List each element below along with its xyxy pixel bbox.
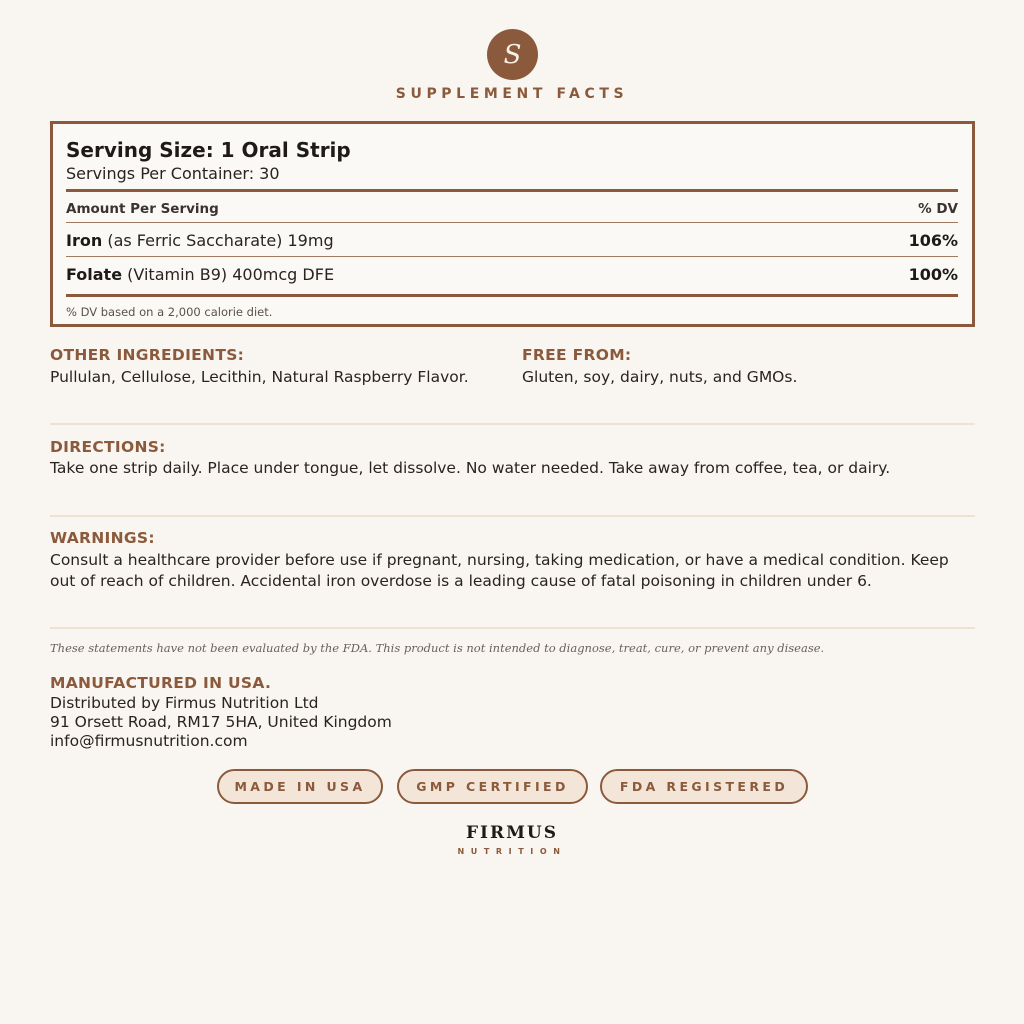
nutrient-name: Iron: [66, 231, 103, 250]
nutrient-dv: 106%: [908, 231, 958, 250]
free-from-title: FREE FROM:: [522, 346, 632, 364]
directions-body: Take one strip daily. Place under tongue, let dissolve. No water needed. Take away from coffee, tea, or dairy.: [50, 459, 891, 477]
dv-footnote: % DV based on a 2,000 calorie diet.: [66, 305, 273, 319]
other-ingredients-title: OTHER INGREDIENTS:: [50, 346, 245, 364]
facts-divider: [66, 294, 958, 297]
facts-divider: [66, 222, 958, 223]
warnings-body: Consult a healthcare provider before use if pregnant, nursing, taking medication, or have a medical condition. Keep out of reach of children. Accidental iron overdose is a leading cause of fatal poisoning in children under 6.: [50, 551, 949, 590]
badge-made-in-usa: MADE IN USA: [217, 769, 383, 804]
serving-size: Serving Size: 1 Oral Strip: [66, 138, 351, 162]
nutrient-row-folate: [66, 265, 334, 284]
section-divider: [50, 423, 975, 425]
nutrient-detail: (as Ferric Saccharate) 19mg: [102, 231, 334, 250]
logo-letter: S: [503, 39, 522, 70]
page-title: SUPPLEMENT FACTS: [395, 86, 629, 102]
nutrient-row-iron: [66, 231, 334, 250]
facts-divider: [66, 256, 958, 257]
badge-fda-registered: FDA REGISTERED: [600, 769, 808, 804]
free-from-body: Gluten, soy, dairy, nuts, and GMOs.: [522, 368, 798, 386]
nutrient-detail: (Vitamin B9) 400mcg DFE: [122, 265, 335, 284]
fda-disclaimer: These statements have not been evaluated by the FDA. This product is not intended to diagnose, treat, cure, or prevent any disease.: [50, 641, 825, 655]
directions-title: DIRECTIONS:: [50, 438, 166, 456]
facts-divider: [66, 189, 958, 192]
section-divider: [50, 515, 975, 517]
brand-subtitle: NUTRITION: [457, 847, 567, 856]
email-line: info@firmusnutrition.com: [50, 732, 248, 750]
nutrient-name: Folate: [66, 265, 123, 284]
section-divider: [50, 627, 975, 629]
other-ingredients-body: Pullulan, Cellulose, Lecithin, Natural Raspberry Flavor.: [50, 368, 469, 386]
warnings-title: WARNINGS:: [50, 529, 155, 547]
distributor-line: Distributed by Firmus Nutrition Ltd: [50, 694, 319, 712]
nutrient-dv: 100%: [908, 265, 958, 284]
brand-logo-icon: [487, 29, 538, 80]
badge-gmp-certified: GMP CERTIFIED: [397, 769, 588, 804]
manufacturer-title: MANUFACTURED IN USA.: [50, 674, 272, 692]
manufacturer-address: [50, 694, 392, 751]
amount-per-serving-header: Amount Per Serving: [66, 201, 219, 217]
brand-wordmark: FIRMUS: [465, 823, 559, 843]
servings-per-container: Servings Per Container: 30: [66, 164, 280, 183]
address-line: 91 Orsett Road, RM17 5HA, United Kingdom: [50, 713, 392, 731]
supplement-facts-panel: [50, 121, 975, 327]
dv-header: % DV: [918, 201, 958, 217]
